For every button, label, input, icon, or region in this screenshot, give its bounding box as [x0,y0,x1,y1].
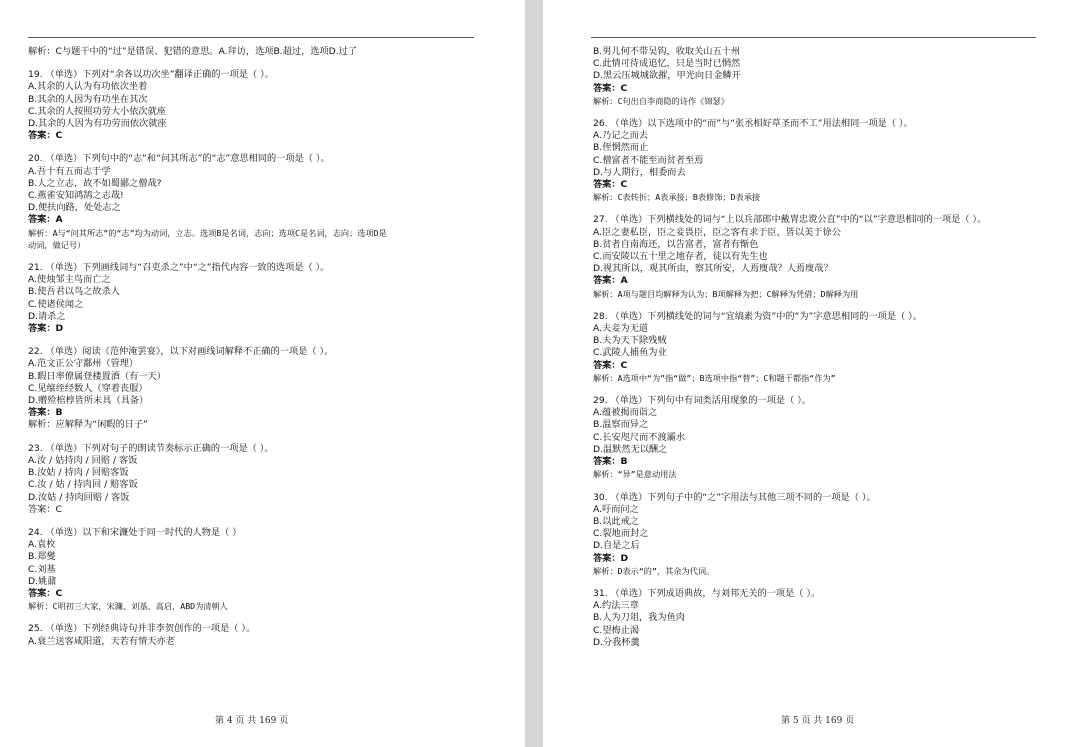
option-line: D.请杀之 [28,310,66,322]
explanation-line: 动词，做记号） [28,239,86,250]
question-stem: 30. （单选）下列句子中的“之”字用法与其他三项不同的一项是（ ）。 [593,491,876,503]
answer-line: 答案：C [593,82,628,94]
option-line: D.姚鼐 [28,575,57,587]
option-line: B.汝姑 / 持肉 / 回赔客饭 [28,467,129,479]
option-line: C.燕雀安知鸿鹄之志哉! [28,190,124,202]
option-line: C.而安陵以五十里之地存者，徒以有先生也 [593,251,768,263]
page-footer: 第 5 页 共 169 页 [781,716,855,726]
answer-line: 答案：A [28,214,63,226]
question-stem: 21. （单选）下列画线词与“召吏杀之”中“之”指代内容一致的选项是（ ）。 [28,262,330,274]
answer-line: 答案：C [28,587,63,599]
question-stem: 29. （单选）下列句中有词类活用现象的一项是（ ）。 [593,395,811,407]
option-line: D.视其所以，观其所由，察其所安，人焉廋哉？人焉廋哉？ [593,263,833,275]
option-line: A.衰兰送客咸阳道，天若有情天亦老 [28,635,175,647]
option-line: C.见缞绖经数人（穿着丧服） [28,382,148,394]
question-stem: 24. （单选）以下和宋濂处于同一时代的人物是（ ） [28,526,242,538]
header-rule [28,37,474,38]
option-line: D.分我杯羹 [593,636,640,648]
answer-line: 答案：A [593,275,628,287]
header-rule [591,37,1036,38]
option-line: D.温默然无以酬之 [593,443,668,455]
question-stem: 26. （单选）以下选项中的“而”与“张丞相好草圣而不工”用法相同一项是（ ）。 [593,118,913,130]
option-line: A.吾十有五而志于学 [28,165,111,177]
question-stem: 31. （单选）下列成语典故，与刘邦无关的一项是（ ）。 [593,587,821,599]
option-line: A.范文正公守鄱州（管理） [28,358,139,370]
explanation-line: 解析：A项与题目均解释为认为；B项解释为把；C解释为凭借；D解释为用 [593,288,859,299]
option-line: D.汝姑 / 持肉回赔 / 客饭 [28,491,130,503]
question-stem: 23. （单选）下列对句子的朗读节奏标示正确的一项是（ ）。 [28,442,274,454]
question-stem: 28. （单选）下列横线处的词与“宜缟素为资”中的“为”字意思相同的一项是（ ）。 [593,310,922,322]
option-line: C.武陵人捕鱼为业 [593,347,667,359]
option-line: B.温察而异之 [593,419,649,431]
answer-line: 答案：B [593,456,628,468]
option-line: B.郑燮 [28,551,56,563]
option-line: B.使吾君以鸟之故杀人 [28,286,120,298]
option-line: D.便扶向路，处处志之 [28,202,121,214]
explanation-line: 解析：A与“问其所志”的“志”均为动词，立志。选项B是名词，志向；选项C是名词，志向；选项D是 [28,227,387,238]
option-line: A.袁枚 [28,539,56,551]
explanation-line: 解析：C与题干中的“过”是错误、犯错的意思。A.拜访，选项B.超过，选项D.过了 [28,46,358,57]
option-line: B.以此戒之 [593,515,639,527]
option-line: D.黑云压城城欲摧，甲光向日金鳞开 [593,70,741,82]
option-line: D.与人期行，相委而去 [593,166,686,178]
option-line: A.吁而问之 [593,503,639,515]
option-line: B.其余的人因为有功坐在其次 [28,93,148,105]
answer-line: 答案：B [28,407,63,419]
question-stem: 25. （单选）下列经典诗句并非李贺创作的一项是（ ）。 [28,623,256,635]
question-stem: 27. （单选）下列横线处的词与“上以兵部郎中戴胄忠谠公直”中的“以”字意思相同的一项是（ ）。 [593,214,987,226]
option-line: B.夫为天下除残贼 [593,335,667,347]
option-line: A.汝 / 姑持肉 / 回赔 / 客饭 [28,454,138,466]
answer-line: 答案：C [28,130,63,142]
explanation-line: 解析：D表示“的”，其余为代词。 [593,565,715,576]
answer-line: 答案：D [593,552,629,564]
answer-line: 答案：C [593,359,628,371]
option-line: A.夫妾为无道 [593,323,648,335]
document-page-4 [0,0,525,747]
option-line: B.贫者自南海还，以告富者，富者有惭色 [593,238,759,250]
question-stem: 20. （单选）下列句中的“志”和“问其所志”的“志”意思相同的一项是（ ）。 [28,153,330,165]
option-line: D.赠殓棺椁皆所未具（具备） [28,395,149,407]
explanation-line: 解析：“异”是意动用法 [593,469,677,480]
option-line: A.乃记之而去 [593,130,648,142]
explanation-line: 解析：应解释为“闲暇的日子” [28,419,148,431]
question-stem: 22. （单选）阅读《范仲淹罢宴》，以下对画线词解释不正确的一项是（ ）。 [28,346,334,358]
explanation-line: 解析：C表转折；A表承接；B表修饰；D表承接 [593,192,761,203]
option-line: C.其余的人按照功劳大小依次就座 [28,105,166,117]
explanation-line: 解析：A选项中“为”指“做”；B选项中指“替”；C和题干都指“作为” [593,372,836,383]
option-line: B.人为刀俎，我为鱼肉 [593,612,685,624]
option-line: B.侄惘然而止 [593,142,649,154]
option-line: C.使诸侯闻之 [28,298,84,310]
option-line: A.使烛邹主鸟而亡之 [28,274,111,286]
page-footer: 第 4 页 共 169 页 [215,716,289,726]
option-line: A.其余的人认为有功依次坐着 [28,81,148,93]
option-line: C.长安咫尺而不渡灞水 [593,431,686,443]
option-line: A.臣之妻私臣，臣之妾畏臣，臣之客有求于臣，皆以美于徐公 [593,226,841,238]
option-line: C.望梅止渴 [593,624,640,636]
option-line: C.僧富者不能至而贫者至焉 [593,154,704,166]
page-body [28,46,498,648]
option-line: A.约法三章 [593,600,639,612]
option-line: B.男儿何不带吴钩，收取关山五十州 [593,46,741,57]
option-line: B.人之立志，故不如蜀鄙之僧哉? [28,177,162,189]
explanation-line: 解析：C句出自李商隐的诗作《锦瑟》 [593,95,729,106]
option-line: D.自是之后 [593,540,640,552]
page-body [593,46,1063,649]
option-line: C.汝 / 姑 / 持肉回 / 赔客饭 [28,479,138,491]
option-line: A.蕴被揭而诣之 [593,407,658,419]
document-page-5 [543,0,1080,747]
option-line: D.其余的人因为有功劳而依次就座 [28,118,167,130]
option-line: C.此情可待成追忆，只是当时已惘然 [593,58,741,70]
question-stem: 19. （单选）下列对“余各以功次坐”翻译正确的一项是（ ）。 [28,69,274,81]
option-line: C.裂地而封之 [593,528,649,540]
answer-line: 答案：C [593,179,628,191]
option-line: C.刘基 [28,563,56,575]
explanation-line: 解析：C明初三大家，宋濂、刘基、高启，ABD为清朝人 [28,601,228,612]
option-line: B.暇日率僚属登楼置酒（有一天） [28,370,166,382]
option-line: 答案：C [28,503,62,515]
answer-line: 答案：D [28,323,64,335]
